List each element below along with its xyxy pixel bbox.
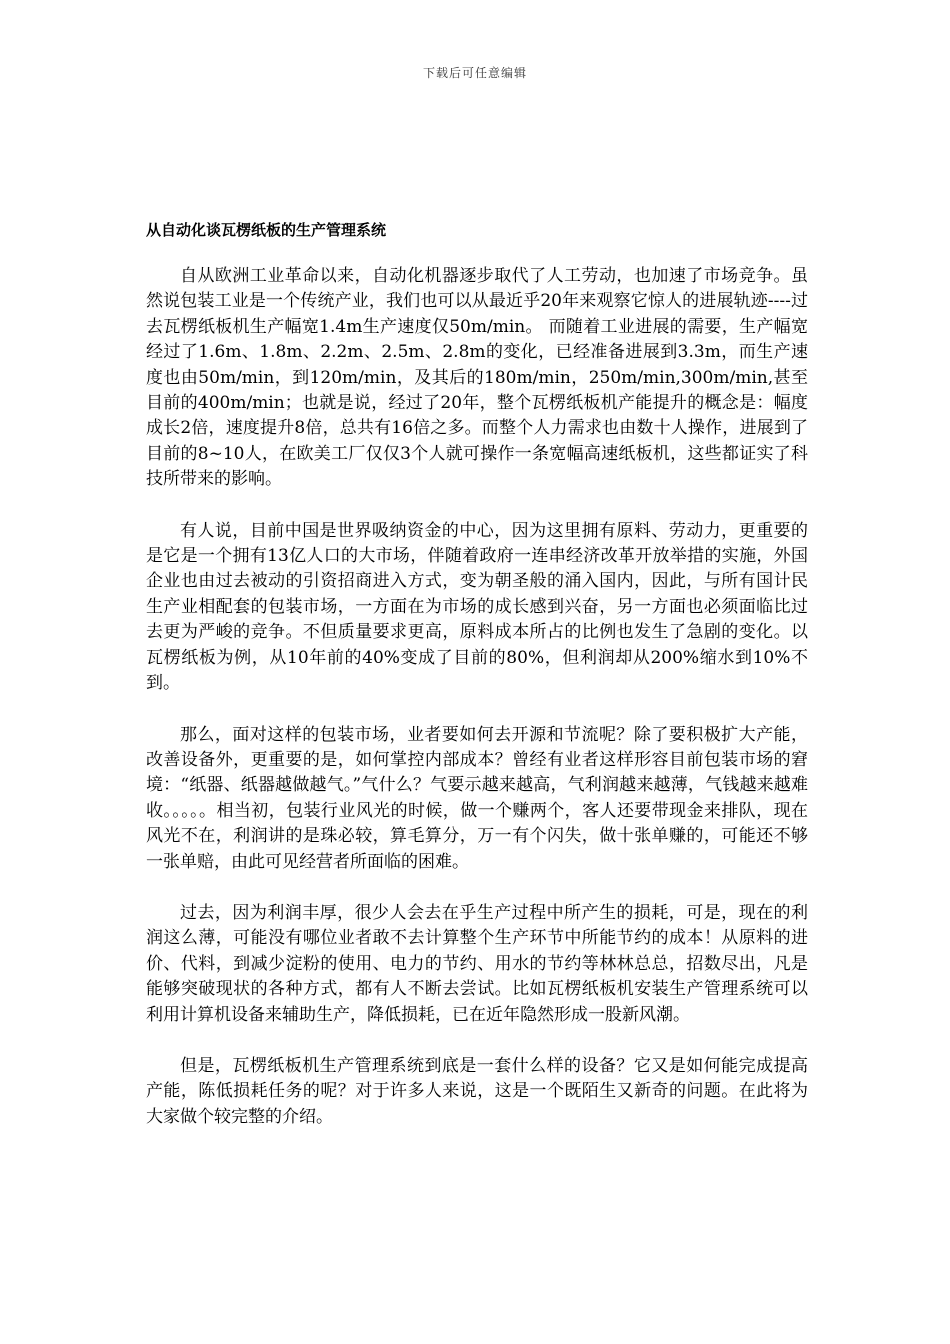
paragraph-3: 那么，面对这样的包装市场，业者要如何去开源和节流呢？除了要积极扩大产能，改善设备外，更重要的是，如何掌控内部成本？曾经有业者这样形容目前包装市场的窘境：“纸器、纸器越做越气。”气什么？气要示越来越高，气利润越来越薄，气钱越来越难收。。。。。相当初，包装行业风光的时候，做一个赚两个，客人还要带现金来排队，现在风光不在，利润讲的是珠必较，算毛算分，万一有个闪失，做十张单赚的，可能还不够一张单赔，由此可见经营者所面临的困难。: [146, 724, 808, 872]
paragraph-2: 有人说，目前中国是世界吸纳资金的中心，因为这里拥有原料、劳动力，更重要的是它是一个拥有13亿人口的大市场，伴随着政府一连串经济改革开放举措的实施，外国企业也由过去被动的引资招商进入方式，变为朝圣般的涌入国内，因此，与所有国计民生产业相配套的包装市场，一方面在为市场的成长感到兴奋，另一方面也必须面临比过去更为严峻的竞争。不但质量要求更高，原料成本所占的比例也发生了急剧的变化。以瓦楞纸板为例，从10年前的40%变成了目前的80%，但利润却从200%缩水到10%不到。: [146, 520, 808, 694]
page-header: 下载后可任意编辑: [422, 66, 527, 80]
paragraph-5: 但是，瓦楞纸板机生产管理系统到底是一套什么样的设备？它又是如何能完成提高产能，陈低损耗任务的呢？对于许多人来说，这是一个既陌生又新奇的问题。在此将为大家做个较完整的介绍。: [146, 1055, 808, 1127]
article: [146, 218, 808, 1156]
paragraph-4: 过去，因为利润丰厚，很少人会去在乎生产过程中所产生的损耗，可是，现在的利润这么薄，可能没有哪位业者敢不去计算整个生产环节中所能节约的成本！从原料的进价、代料，到减少淀粉的使用、电力的节约、用水的节约等林林总总，招数尽出，凡是能够突破现状的各种方式，都有人不断去尝试。比如瓦楞纸板机安装生产管理系统可以利用计算机设备来辅助生产，降低损耗，已在近年隐然形成一股新风潮。: [146, 902, 808, 1025]
article-title: 从自动化谈瓦楞纸板的生产管理系统: [146, 221, 387, 239]
paragraph-1: 自从欧洲工业革命以来，自动化机器逐步取代了人工劳动，也加速了市场竞争。虽然说包装工业是一个传统产业，我们也可以从最近乎20年来观察它惊人的进展轨迹----过去瓦楞纸板机生产幅宽1.4m生产速度仅50m/min。 而随着工业进展的需要，生产幅宽经过了1.6m、1.8m、2.2m、2.5m、2.8m的变化，已经准备进展到3.3m，而生产速度也由50m/min，到120m/min，及其后的180m/min，250m/min,300m/min,甚至目前的400m/min；也就是说，经过了20年，整个瓦楞纸板机产能提升的概念是：幅度成长2倍，速度提升8倍，总共有16倍之多。而整个人力需求也由数十人操作，进展到了目前的8~10人，在欧美工厂仅仅3个人就可操作一条宽幅高速纸板机，这些都证实了科技所带来的影响。: [146, 266, 808, 490]
